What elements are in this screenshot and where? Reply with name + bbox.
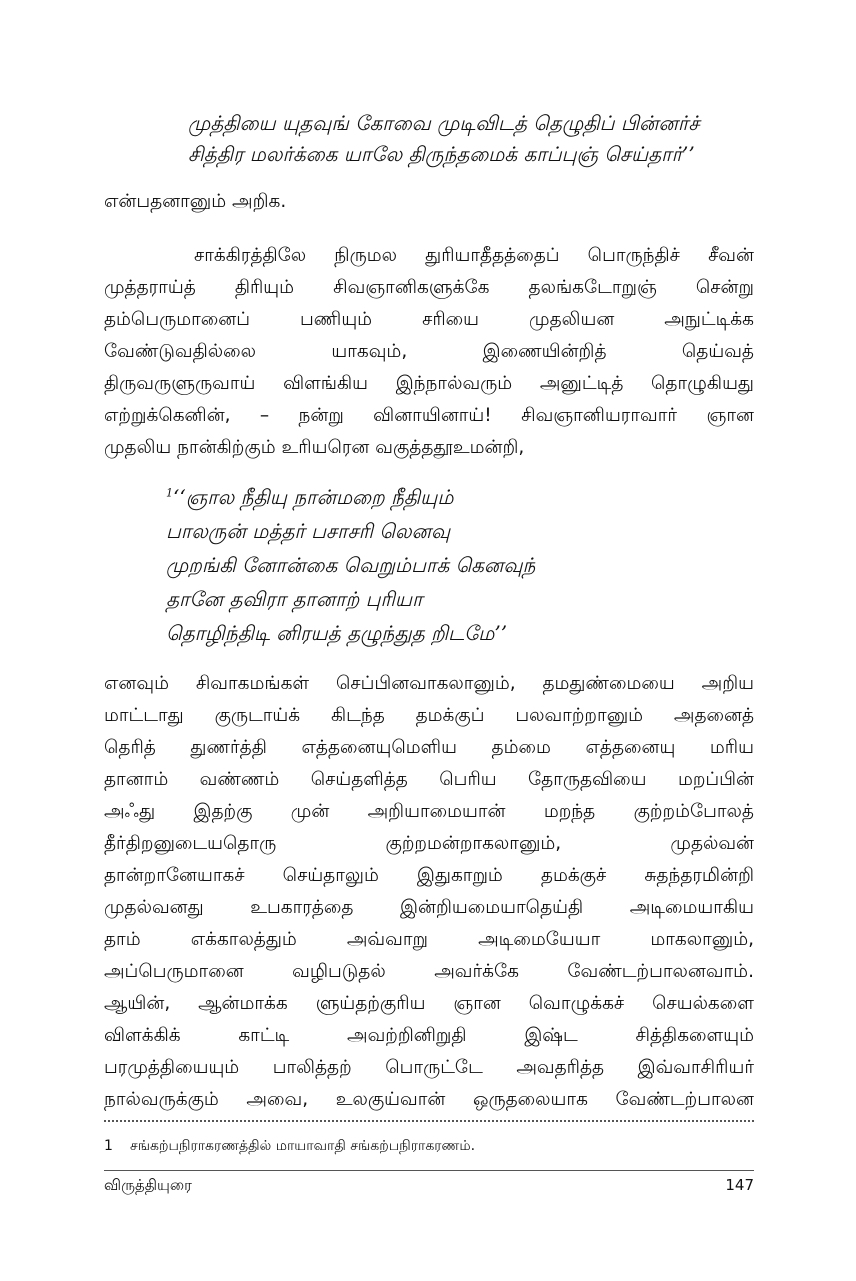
footnote-text: சங்கற்பநிராகரணத்தில் மாயாவாதி சங்கற்பநிராகரணம். — [130, 1138, 476, 1154]
word: முதலிய நான்கிற்கும் உரியரென வகுத்ததூஉமன்றி, — [104, 437, 525, 458]
word: அடிமையாகிய — [629, 897, 754, 918]
word: எத்தனையுமெளிய — [301, 737, 457, 758]
word: ஞான — [706, 405, 754, 426]
word: அடிமையேயா — [478, 929, 601, 950]
text-line — [104, 336, 754, 368]
word: அப்பெருமானை — [104, 961, 244, 982]
word: இன்றியமையாதெய்தி — [400, 897, 584, 918]
word: முத்தராய்த் — [104, 277, 196, 298]
word: தமதுண்மையை — [542, 673, 675, 694]
word: செயல்களை — [652, 993, 754, 1014]
word: விளக்கிக் — [104, 1025, 181, 1046]
word: சிவாகமங்கள் — [195, 673, 310, 694]
text-line — [104, 1084, 754, 1116]
text-line — [104, 700, 754, 732]
word: தாம் — [104, 929, 141, 950]
word: இதற்கு — [193, 801, 253, 822]
text-line — [104, 924, 754, 956]
word: தீர்திறனுடையதொரு — [104, 833, 277, 854]
word: சென்று — [695, 277, 754, 298]
word: ஆன்மாக்க — [198, 993, 288, 1014]
word: தம்மை — [491, 737, 551, 758]
word: பொருந்திச் — [587, 245, 680, 266]
word: தம்பெருமானைப் — [104, 309, 251, 330]
word: எற்றுக்கெனின், — [104, 405, 231, 426]
page-number: 147 — [725, 1176, 754, 1194]
verse-line: சித்திர மலர்க்கை யாலே திருந்தமைக் காப்புஞ் செய்தார்’’ — [188, 142, 695, 166]
word: செய்தாலும் — [282, 865, 379, 886]
word: உபகாரத்தை — [250, 897, 354, 918]
text-line — [104, 400, 754, 432]
word: பொருட்டே — [385, 1057, 483, 1078]
word: முதலியன — [529, 309, 615, 330]
word: ஞான — [453, 993, 501, 1014]
text-line — [104, 732, 754, 764]
word: துரியாதீதத்தைப் — [425, 245, 560, 266]
text-line — [104, 892, 754, 924]
word: மாகலானும், — [650, 929, 754, 950]
word: நன்று — [298, 405, 344, 426]
word: அவற்றினிறுதி — [347, 1025, 467, 1046]
footnote-number: 1 — [104, 1138, 113, 1154]
word: கிடந்த — [330, 705, 385, 726]
word: நால்வருக்கும் — [104, 1089, 219, 1110]
text-line — [104, 432, 754, 464]
text-line — [104, 764, 754, 796]
word: வண்ணம் — [199, 769, 280, 790]
verse-line: $^1$‘‘ஞால நீதியு நான்மறை நீதியும் — [166, 485, 454, 509]
word: மறந்த — [543, 801, 596, 822]
word: தானாம் — [104, 769, 169, 790]
word: முன் — [290, 801, 330, 822]
word: குற்றம்போலத் — [633, 801, 754, 822]
word: குருடாய்க் — [214, 705, 301, 726]
word: பாலித்தற் — [272, 1057, 352, 1078]
word: – — [259, 405, 270, 426]
text-line — [104, 956, 754, 988]
footer-divider — [104, 1170, 754, 1171]
word: தெரித் — [104, 737, 156, 758]
word: நிருமல — [334, 245, 398, 266]
word: காட்டி — [238, 1025, 290, 1046]
paragraph-2 — [104, 668, 754, 1116]
text-line — [104, 796, 754, 828]
word: அறிய — [701, 673, 754, 694]
word: பெரிய — [439, 769, 497, 790]
word: மரிய — [709, 737, 754, 758]
word: சுதந்தரமின்றி — [644, 865, 754, 886]
word: அநுட்டிக்க — [664, 309, 754, 330]
word: எனவும் — [104, 673, 169, 694]
word: தோருதவியை — [528, 769, 647, 790]
text-line — [104, 304, 754, 336]
word: வேண்டற்பாலனவாம். — [567, 961, 754, 982]
verse-line: முத்தியை யுதவுங் கோவை முடிவிடத் தெழுதிப் பின்னர்ச் — [188, 111, 700, 135]
word: மறப்பின் — [677, 769, 754, 790]
word: வினாயினாய்! — [373, 405, 492, 426]
word: தலங்கடோறுஞ் — [528, 277, 657, 298]
text-line — [104, 828, 754, 860]
text-line — [104, 368, 754, 400]
word: இதுகாறும் — [416, 865, 503, 886]
word: செய்தளித்த — [310, 769, 408, 790]
word: தொழுகியது — [651, 373, 754, 394]
word: வேண்டற்பாலன — [615, 1089, 754, 1110]
text-line — [104, 272, 754, 304]
word: முதல்வனது — [104, 897, 204, 918]
text-line — [104, 860, 754, 892]
word: அனுட்டித் — [539, 373, 624, 394]
verse-line: முறங்கி னோன்கை வெறும்பாக் கெனவுந் — [166, 553, 536, 577]
word: ஆயின், — [104, 993, 171, 1014]
word: பரமுத்தியையும் — [104, 1057, 240, 1078]
word: தான்றானேயாகச் — [104, 865, 245, 886]
word: இஷ்ட — [524, 1025, 578, 1046]
word: சரியை — [422, 309, 480, 330]
word: ளுய்தற்குரிய — [315, 993, 426, 1014]
word: தமக்குச் — [540, 865, 607, 886]
word: திருவருளுருவாய் — [104, 373, 256, 394]
word: முதல்வன் — [670, 833, 754, 854]
text-line — [104, 668, 754, 700]
word: பணியும் — [300, 309, 373, 330]
footnote — [104, 1138, 475, 1156]
word: துணர்த்தி — [190, 737, 267, 758]
word: சிவஞானியராவார் — [521, 405, 678, 426]
word: அவ்வாறு — [346, 929, 428, 950]
word: வேண்டுவதில்லை — [104, 341, 256, 362]
word: தெய்வத் — [681, 341, 754, 362]
word: பலவாற்றானும் — [515, 705, 644, 726]
footnote-ref: 1 — [166, 486, 173, 500]
text-line — [104, 1052, 754, 1084]
word: இணையின்றித் — [482, 341, 607, 362]
word: எக்காலத்தும் — [190, 929, 297, 950]
word: அவர்க்கே — [434, 961, 519, 982]
verse-top — [188, 108, 699, 170]
word: குற்றமன்றாகலானும், — [385, 833, 562, 854]
text-line — [104, 240, 754, 272]
verse-line: தொழிந்திடி னிரயத் தழுந்துத றிடமே’’ — [166, 621, 508, 645]
verse-line: பாலருன் மத்தர் பசாசரி லெனவு — [166, 519, 451, 543]
word: செப்பினவாகலானும், — [335, 673, 516, 694]
word: வொழுக்கச் — [528, 993, 625, 1014]
verse-middle — [166, 480, 535, 650]
word: ஒருதலையாக — [472, 1089, 588, 1110]
text-line — [104, 1020, 754, 1052]
word: எத்தனையு — [585, 737, 676, 758]
word: யாகவும், — [331, 341, 408, 362]
word: சித்திகளையும் — [635, 1025, 754, 1046]
word: சாக்கிரத்திலே — [194, 245, 307, 266]
line-after-verse: என்பதனானும் அறிக. — [104, 191, 287, 212]
word: அதனைத் — [673, 705, 754, 726]
word: உலகுய்வான் — [335, 1089, 446, 1110]
verse-line: தானே தவிரா தானாற் புரியா — [166, 587, 423, 611]
text-line — [104, 988, 754, 1020]
word: இவ்வாசிரியர் — [637, 1057, 754, 1078]
word: அஃது — [104, 801, 156, 822]
word: விளங்கிய — [283, 373, 369, 394]
paragraph-1 — [104, 240, 754, 464]
word: அறியாமையான் — [367, 801, 506, 822]
word: திரியும் — [234, 277, 295, 298]
word: மாட்டாது — [104, 705, 184, 726]
word: இந்நால்வரும் — [395, 373, 513, 394]
word: அவை, — [246, 1089, 309, 1110]
word: சீவன் — [708, 245, 754, 266]
word: சிவஞானிகளுக்கே — [333, 277, 490, 298]
footnote-divider — [104, 1120, 754, 1122]
word: தமக்குப் — [415, 705, 485, 726]
running-footer: விருத்தியுரை — [104, 1176, 192, 1194]
word: வழிபடுதல் — [292, 961, 386, 982]
word: அவதரித்த — [516, 1057, 605, 1078]
